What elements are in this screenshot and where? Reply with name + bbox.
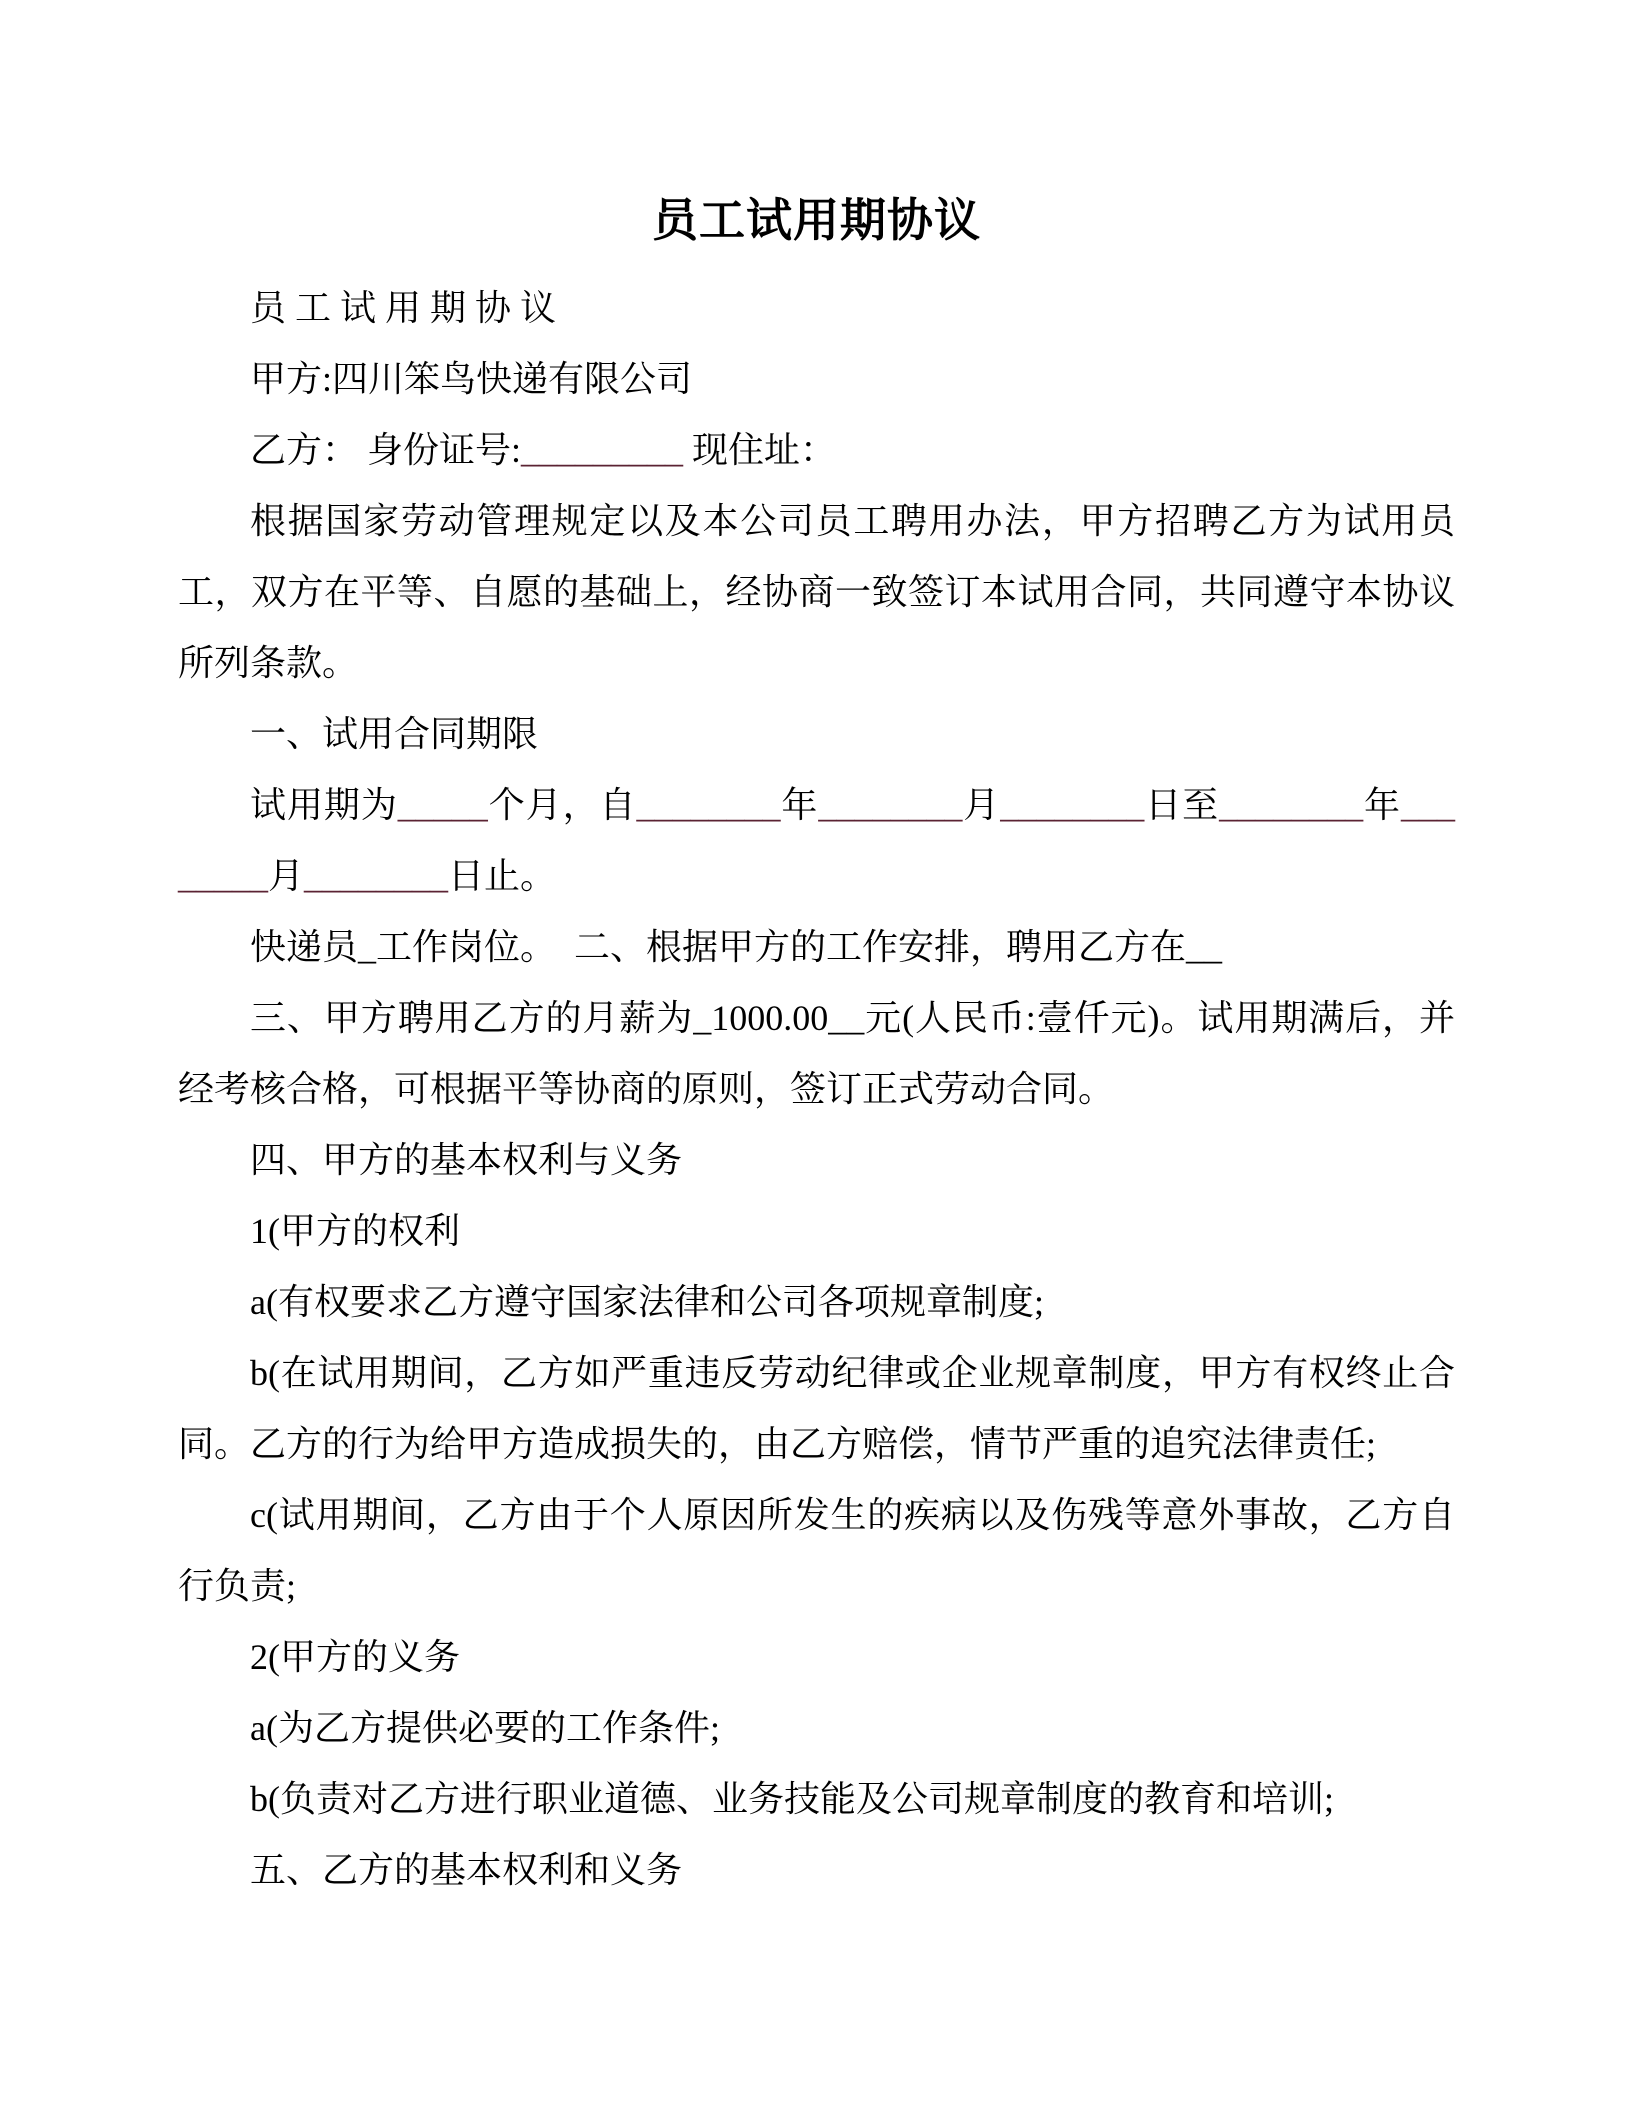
text-run: b(负责对乙方进行职业道德、业务技能及公司规章制度的教育和培训; [250,1778,1334,1819]
paragraph [178,1764,1455,1835]
paragraph [178,1338,1455,1480]
text-run: 月 [268,855,305,896]
blank-line: ________ [1219,784,1364,825]
text-run: 甲方:四川笨鸟快递有限公司 [250,358,693,399]
text-run: 年 [1363,784,1401,825]
text-run: 一、试用合同期限 [250,713,539,754]
paragraph [178,273,1455,344]
text-run: a(有权要求乙方遵守国家法律和公司各项规章制度; [250,1281,1044,1322]
text-run: 日止。 [448,855,557,896]
page-title: 员工试用期协议 [652,195,981,246]
paragraph [178,1267,1455,1338]
text-run: a(为乙方提供必要的工作条件; [250,1707,720,1748]
paragraph [178,1480,1455,1622]
paragraph [178,699,1455,770]
document-body [178,273,1455,1906]
blank-line: _________ [521,429,684,470]
paragraph [178,415,1455,486]
paragraph [178,486,1455,699]
text-run: 1(甲方的权利 [250,1210,460,1251]
paragraph [178,1835,1455,1906]
text-run: 个月，自 [487,784,637,825]
paragraph [178,912,1455,983]
paragraph [178,1693,1455,1764]
text-run: c(试用期间，乙方由于个人原因所发生的疾病以及伤残等意外事故，乙方自行负责; [178,1494,1455,1606]
paragraph [178,1622,1455,1693]
text-run: 年 [780,784,819,825]
text-run: 月 [962,784,1001,825]
text-run: 2(甲方的义务 [250,1636,460,1677]
paragraph [178,344,1455,415]
paragraph [178,1196,1455,1267]
blank-line: ________ [304,855,449,896]
text-run: 根据国家劳动管理规定以及本公司员工聘用办法，甲方招聘乙方为试用员工，双方在平等、自愿的基础上，经协商一致签订本试用合同，共同遵守本协议所列条款。 [178,500,1455,683]
paragraph [178,1125,1455,1196]
text-run: 四、甲方的基本权利与义务 [250,1139,683,1180]
text-run: 员 工 试 用 期 协 议 [250,287,557,328]
blank-line: ________ [818,784,963,825]
text-run: 快递员_工作岗位。 二、根据甲方的工作安排，聘用乙方在__ [250,926,1223,967]
blank-line: ________ [636,784,781,825]
blank-line: ________ [1000,784,1145,825]
text-run: 日至 [1144,784,1220,825]
blank-line: _____ [397,784,488,825]
paragraph [178,983,1455,1125]
text-run: 五、乙方的基本权利和义务 [250,1849,683,1890]
text-run: 三、甲方聘用乙方的月薪为_1000.00__元(人民币:壹仟元)。试用期满后，并经考核合格，可根据平等协商的原则，签订正式劳动合同。 [178,997,1455,1109]
text-run: 乙方： 身份证号: [250,429,522,470]
paragraph [178,770,1455,912]
text-run: 现住址： [683,429,837,470]
blank-line: ________ [178,784,1455,896]
text-run: b(在试用期间，乙方如严重违反劳动纪律或企业规章制度，甲方有权终止合同。乙方的行为给甲方造成损失的，由乙方赔偿，情节严重的追究法律责任; [178,1352,1455,1464]
text-run: 试用期为 [250,784,398,825]
